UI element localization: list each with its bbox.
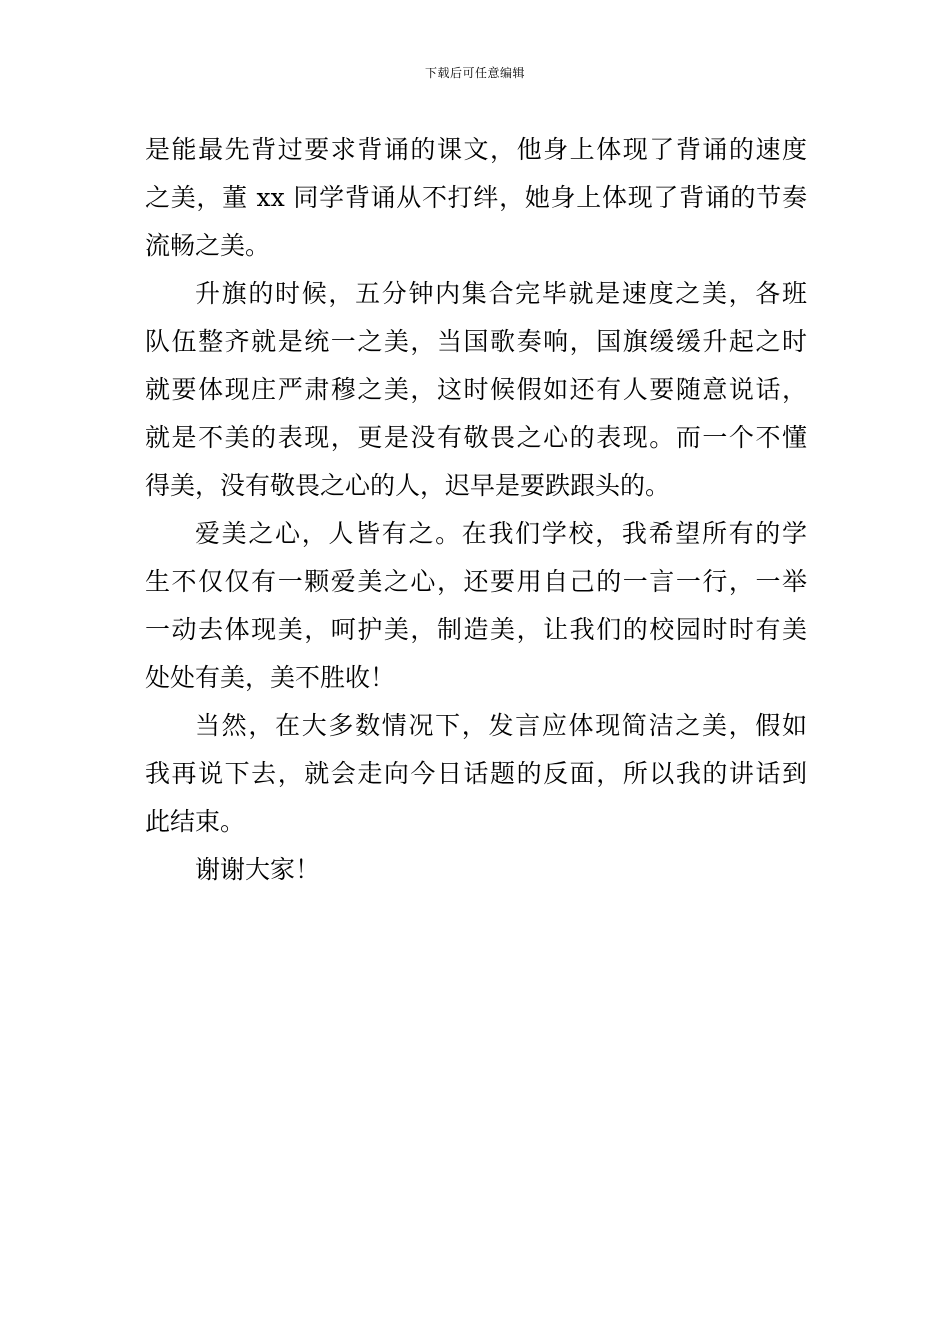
document-body (145, 126, 807, 894)
text-line: 谢谢大家！ (195, 855, 321, 884)
text-line: 我再说下去，就会走向今日话题的反面，所以我的讲话到 (145, 759, 807, 788)
text-line: 一动去体现美，呵护美，制造美，让我们的校园时时有美 (145, 615, 807, 644)
text-line: 得美，没有敬畏之心的人，迟早是要跌跟头的。 (145, 471, 671, 500)
text-line: 之美，董 xx 同学背诵从不打绊，她身上体现了背诵的节奏 (145, 183, 807, 212)
paragraph (145, 702, 807, 846)
text-line: 生不仅仅有一颗爱美之心，还要用自己的一言一行，一举 (145, 567, 807, 596)
text-line: 就要体现庄严肃穆之美，这时候假如还有人要随意说话， (145, 375, 807, 404)
header-note: 下载后可任意编辑 (424, 66, 525, 80)
paragraph (145, 126, 807, 270)
text-line: 当然，在大多数情况下，发言应体现简洁之美，假如 (195, 711, 807, 740)
text-line: 处处有美，美不胜收！ (145, 663, 396, 692)
text-line: 就是不美的表现，更是没有敬畏之心的表现。而一个不懂 (145, 423, 807, 452)
text-line: 是能最先背过要求背诵的课文，他身上体现了背诵的速度 (145, 135, 807, 164)
paragraph (145, 846, 807, 894)
paragraph (145, 510, 807, 702)
text-line: 爱美之心，人皆有之。在我们学校，我希望所有的学 (195, 519, 807, 548)
text-line: 升旗的时候，五分钟内集合完毕就是速度之美，各班 (195, 279, 807, 308)
paragraph (145, 270, 807, 510)
text-line: 此结束。 (145, 807, 246, 836)
text-line: 流畅之美。 (145, 231, 271, 260)
text-line: 队伍整齐就是统一之美，当国歌奏响，国旗缓缓升起之时 (145, 327, 807, 356)
